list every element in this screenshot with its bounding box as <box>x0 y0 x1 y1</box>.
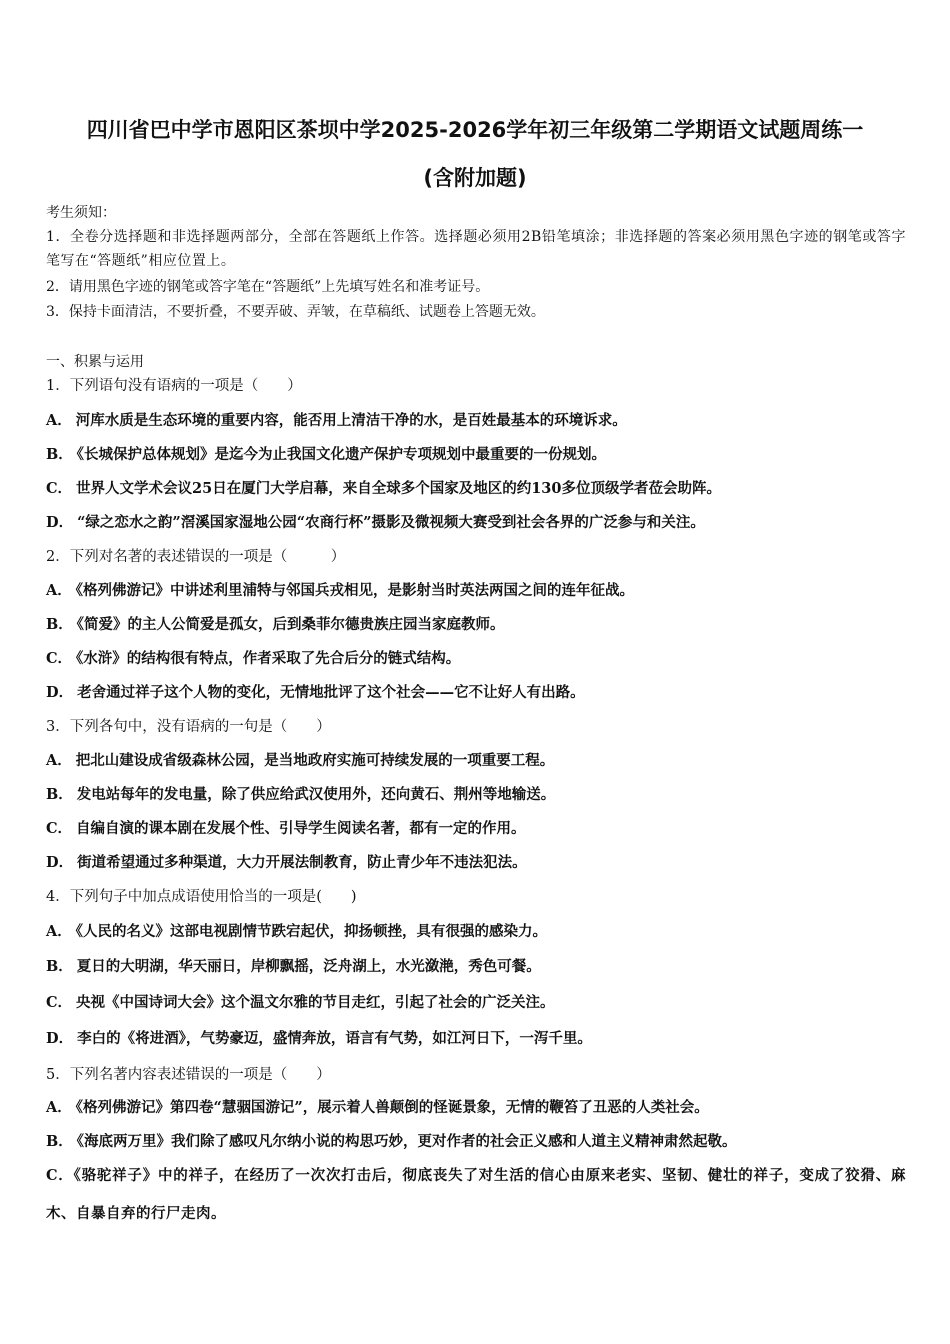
option-text: “绿之恋水之韵”滘溪国家湿地公园“农商行杯”摄影及微视频大赛受到社会各界的广泛参与和关注。 <box>77 514 705 531</box>
question-5-stem: 5．下列名著内容表述错误的一项是（ ） <box>46 1067 331 1083</box>
option-label: B． <box>46 446 73 463</box>
q4-option-c[interactable] <box>46 993 555 1013</box>
notice-item-3: 3．保持卡面清洁，不要折叠，不要弄破、弄皱，在草稿纸、试题卷上答题无效。 <box>46 304 545 320</box>
q1-option-a[interactable] <box>46 411 627 431</box>
notice-item-1: 1．全卷分选择题和非选择题两部分，全部在答题纸上作答。选择题必须用2B铅笔填涂；非选择题的答案必须用黑色字迹的钢笔或答字笔写在“答题纸”相应位置上。 <box>46 229 906 269</box>
option-label: D． <box>46 1030 74 1047</box>
question-2-stem: 2．下列对名著的表述错误的一项是（ ） <box>46 549 346 565</box>
option-text: 发电站每年的发电量，除了供应给武汉使用外，还向黄石、荆州等地输送。 <box>76 786 556 803</box>
exam-subtitle: (含附加题) <box>423 166 527 190</box>
option-label: C． <box>46 820 73 837</box>
question-4-stem: 4．下列句子中加点成语使用恰当的一项是( ) <box>46 889 357 905</box>
option-text: 央视《中国诗词大会》这个温文尔雅的节目走红，引起了社会的广泛关注。 <box>76 994 555 1011</box>
option-label: D． <box>46 854 74 871</box>
option-text: 把北山建设成省级森林公园，是当地政府实施可持续发展的一项重要工程。 <box>75 752 555 769</box>
option-text: 《格列佛游记》第四卷“慧骃国游记”，展示着人兽颠倒的怪诞景象，无情的鞭笞了丑恶的人类社会。 <box>75 1099 709 1116</box>
notice-heading: 考生须知： <box>46 205 116 221</box>
q5-option-b[interactable] <box>46 1132 737 1152</box>
q3-option-d[interactable] <box>46 853 527 873</box>
q3-option-a[interactable] <box>46 751 554 771</box>
option-text: 河库水质是生态环境的重要内容，能否用上清洁干净的水，是百姓最基本的环境诉求。 <box>75 412 627 429</box>
notice-item-2: 2．请用黑色字迹的钢笔或答字笔在“答题纸”上先填写姓名和准考证号。 <box>46 279 490 295</box>
option-text: 《水浒》的结构很有特点，作者采取了先合后分的链式结构。 <box>76 650 461 667</box>
q4-option-d[interactable] <box>46 1029 592 1049</box>
q4-option-b[interactable] <box>46 957 541 977</box>
exam-title: 四川省巴中学市恩阳区茶坝中学2025-2026学年初三年级第二学期语文试题周练一 <box>86 118 864 142</box>
option-label: A． <box>46 582 72 599</box>
q3-option-c[interactable] <box>46 819 526 839</box>
q2-option-b[interactable] <box>46 615 505 635</box>
option-text: 夏日的大明湖，华天丽日，岸柳飘摇，泛舟湖上，水光潋滟，秀色可餐。 <box>76 958 541 975</box>
option-label: B． <box>46 786 73 803</box>
option-label: A． <box>46 1099 72 1116</box>
option-label: B． <box>46 958 73 975</box>
option-label: C． <box>46 480 73 497</box>
q1-option-c[interactable] <box>46 479 721 499</box>
option-text: 《人民的名义》这部电视剧情节跌宕起伏，抑扬顿挫，具有很强的感染力。 <box>75 923 548 940</box>
q2-option-c[interactable] <box>46 649 460 669</box>
q1-option-b[interactable] <box>46 445 606 465</box>
q5-option-a[interactable] <box>46 1098 709 1118</box>
option-label: A． <box>46 412 72 429</box>
option-text: 《长城保护总体规划》是迄今为止我国文化遗产保护专项规划中最重要的一份规划。 <box>76 446 607 463</box>
q4-option-a[interactable] <box>46 922 547 942</box>
option-text: 街道希望通过多种渠道，大力开展法制教育，防止青少年不违法犯法。 <box>77 854 527 871</box>
option-text: 《简爱》的主人公简爱是孤女，后到桑菲尔德贵族庄园当家庭教师。 <box>76 616 505 633</box>
option-label: A． <box>46 752 72 769</box>
option-text: 《海底两万里》我们除了感叹凡尔纳小说的构思巧妙，更对作者的社会正义感和人道主义精神肃然起敬。 <box>76 1133 737 1150</box>
option-label: A． <box>46 923 72 940</box>
option-text: 自编自演的课本剧在发展个性、引导学生阅读名著，都有一定的作用。 <box>76 820 526 837</box>
question-3-stem: 3．下列各句中，没有语病的一句是（ ） <box>46 719 331 735</box>
q3-option-b[interactable] <box>46 785 555 805</box>
section-heading: 一、积累与运用 <box>46 354 144 370</box>
option-label: D． <box>46 684 74 701</box>
option-label: D． <box>46 514 74 531</box>
q2-option-d[interactable] <box>46 683 585 703</box>
option-text: 《格列佛游记》中讲述利里浦特与邻国兵戎相见，是影射当时英法两国之间的连年征战。 <box>75 582 635 599</box>
option-label: B． <box>46 616 73 633</box>
q5-option-c[interactable] <box>46 1157 906 1233</box>
option-label: C． <box>46 650 73 667</box>
option-label: C． <box>46 1167 74 1184</box>
option-text: 老舍通过祥子这个人物的变化，无情地批评了这个社会——它不让好人有出路。 <box>77 684 585 701</box>
option-label: C． <box>46 994 73 1011</box>
option-text: 世界人文学术会议25日在厦门大学启幕，来自全球多个国家及地区的约130多位顶级学者莅会助阵。 <box>76 480 721 497</box>
option-label: B． <box>46 1133 73 1150</box>
q1-option-d[interactable] <box>46 513 705 533</box>
option-text: 《骆驼祥子》中的祥子，在经历了一次次打击后，彻底丧失了对生活的信心由原来老实、坚韧、健壮的祥子，变成了狡猾、麻木、自暴自弃的行尸走肉。 <box>46 1167 906 1222</box>
question-1-stem: 1．下列语句没有语病的一项是（ ） <box>46 378 302 394</box>
q2-option-a[interactable] <box>46 581 634 601</box>
option-text: 李白的《将进酒》，气势豪迈，盛情奔放，语言有气势，如江河日下，一泻千里。 <box>77 1030 592 1047</box>
